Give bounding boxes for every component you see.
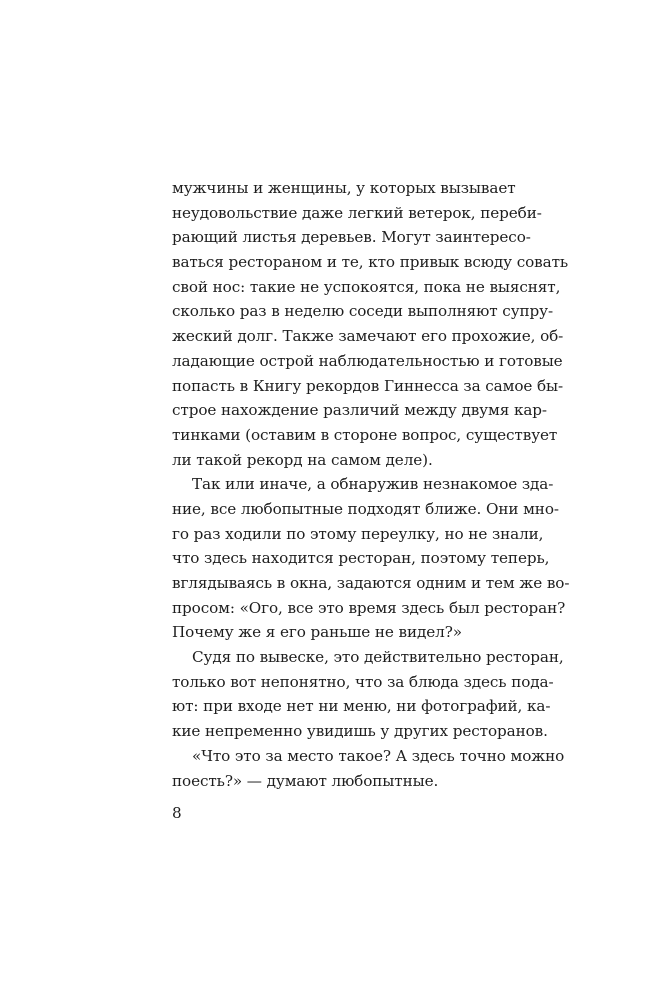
paragraph (172, 744, 565, 793)
paragraph (172, 645, 564, 744)
text-line: тинками (оставим в стороне вопрос, существует (172, 425, 558, 444)
paragraph (172, 176, 569, 472)
text-line: сколько раз в неделю соседи выполняют супру- (172, 302, 554, 321)
text-line: рающий листья деревьев. Могут заинтересо- (172, 228, 531, 247)
text-line: ладающие острой наблюдательностью и готовые (172, 351, 563, 370)
text-line: ние, все любопытные подходят ближе. Они мно- (172, 499, 559, 518)
text-line: вглядываясь в окна, задаются одним и тем же во- (172, 574, 570, 592)
text-line: что здесь находится ресторан, поэтому теперь, (172, 549, 550, 568)
text-line: Так или иначе, а обнаружив незнакомое зда- (192, 475, 554, 494)
text-line: Почему же я его раньше не видел?» (172, 623, 462, 642)
text-line: мужчины и женщины, у которых вызывает (172, 179, 516, 197)
text-line: жеский долг. Также замечают его прохожие, об- (172, 327, 564, 346)
text-line: неудовольствие даже легкий ветерок, переби- (172, 203, 542, 222)
text-line: только вот непонятно, что за блюда здесь пода- (172, 672, 554, 691)
text-line: строе нахождение различий между двумя кар- (172, 401, 547, 420)
text-line: ваться рестораном и те, кто привык всюду совать (172, 253, 569, 272)
text-line: просом: «Ого, все это время здесь был ресторан? (172, 598, 566, 617)
text-line: ли такой рекорд на самом деле). (172, 450, 433, 469)
text-line: кие непременно увидишь у других ресторанов. (172, 722, 548, 741)
text-line: поесть?» — думают любопытные. (172, 771, 439, 790)
text-line: Судя по вывеске, это действительно ресторан, (192, 648, 564, 667)
page-number: 8 (172, 804, 182, 822)
text-line: попасть в Книгу рекордов Гиннесса за самое бы- (172, 376, 564, 395)
text-line: «Что это за место такое? А здесь точно можно (192, 746, 565, 765)
text-line: го раз ходили по этому переулку, но не знали, (172, 524, 544, 543)
text-line: ют: при входе нет ни меню, ни фотографий, ка- (172, 697, 551, 716)
paragraph (172, 472, 570, 645)
body-text (172, 176, 570, 793)
text-line: свой нос: такие не успокоятся, пока не выяснят, (172, 277, 561, 296)
